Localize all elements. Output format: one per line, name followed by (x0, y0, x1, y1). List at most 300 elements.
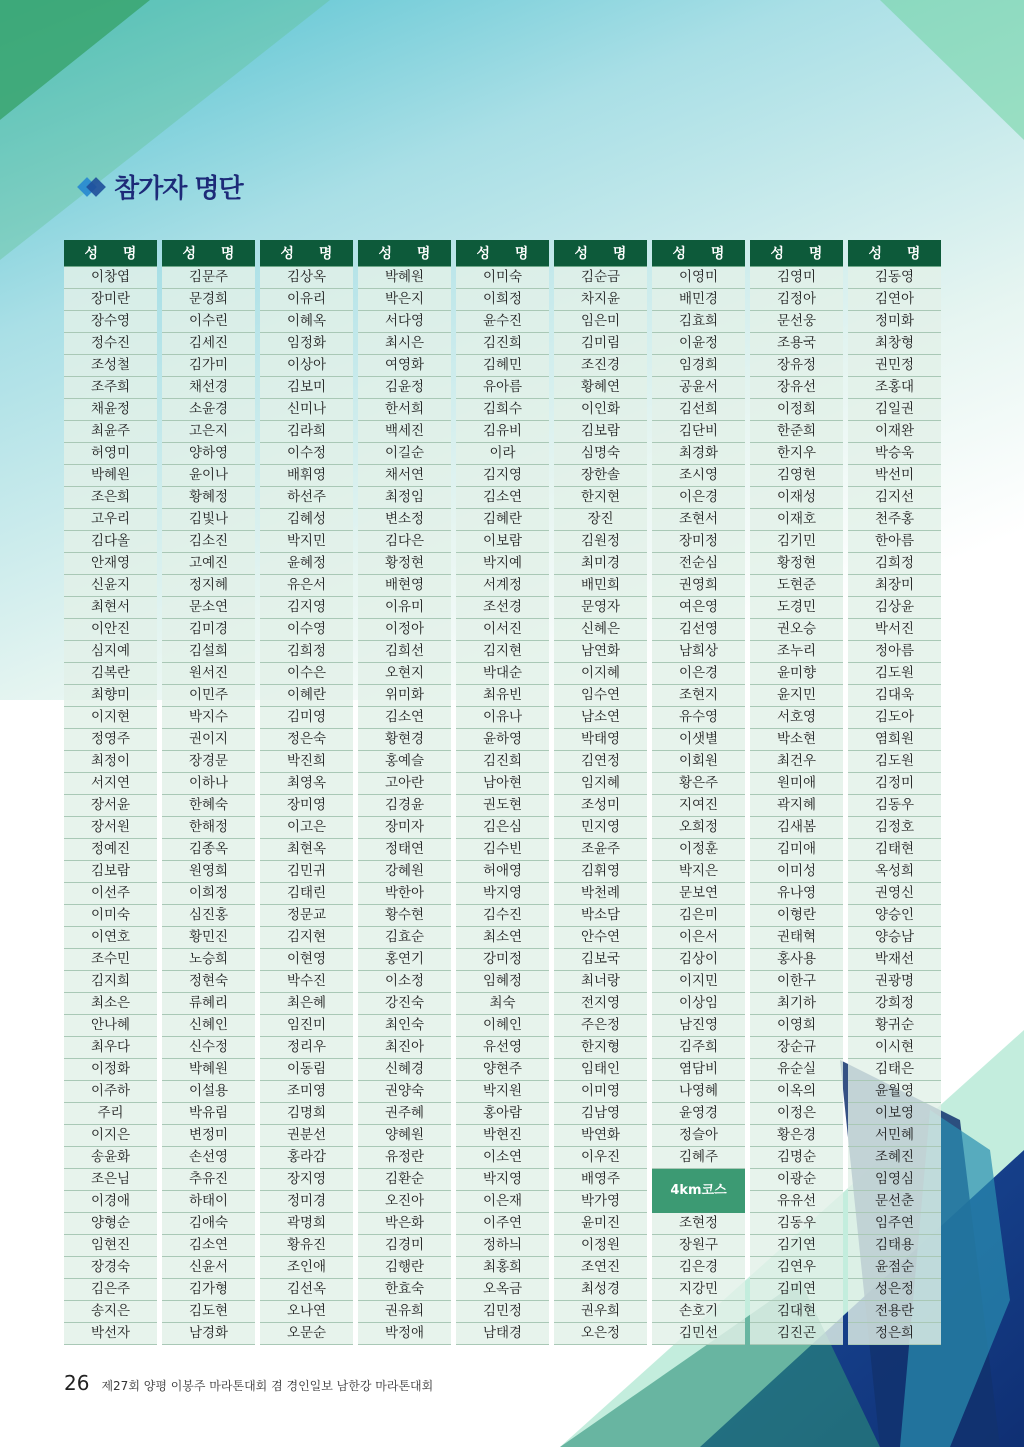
name-cell: 김복란 (64, 663, 157, 685)
name-cell: 안수연 (554, 927, 647, 949)
name-cell: 김도원 (848, 663, 941, 685)
table-row (64, 1037, 941, 1059)
name-cell: 서민혜 (848, 1125, 941, 1147)
name-cell: 김단비 (652, 421, 745, 443)
name-cell: 장진 (554, 509, 647, 531)
name-cell: 염희원 (848, 729, 941, 751)
name-cell: 박지원 (456, 1081, 549, 1103)
name-cell: 류혜리 (162, 993, 255, 1015)
table-row (64, 773, 941, 795)
name-cell: 임정화 (260, 333, 353, 355)
name-cell: 권태혁 (750, 927, 843, 949)
name-cell: 조윤주 (554, 839, 647, 861)
column-header: 성 명 (456, 240, 549, 267)
name-cell: 윤이나 (162, 465, 255, 487)
name-cell: 이회원 (652, 751, 745, 773)
name-cell: 박현진 (456, 1125, 549, 1147)
name-cell: 정예진 (64, 839, 157, 861)
name-cell: 김대욱 (848, 685, 941, 707)
name-cell: 주리 (64, 1103, 157, 1125)
table-row (64, 399, 941, 421)
name-cell: 황유진 (260, 1235, 353, 1257)
name-cell: 박혜원 (162, 1059, 255, 1081)
name-cell: 황현경 (358, 729, 451, 751)
name-cell: 황은주 (652, 773, 745, 795)
name-cell: 신윤지 (64, 575, 157, 597)
name-cell: 문경희 (162, 289, 255, 311)
table-row (64, 1323, 941, 1345)
name-cell: 이현영 (260, 949, 353, 971)
name-cell: 이수영 (260, 619, 353, 641)
name-cell: 여영화 (358, 355, 451, 377)
name-cell: 이혜란 (260, 685, 353, 707)
name-cell: 유은서 (260, 575, 353, 597)
name-cell: 장미란 (64, 289, 157, 311)
name-cell: 변정미 (162, 1125, 255, 1147)
name-cell: 김미영 (260, 707, 353, 729)
table-row (64, 597, 941, 619)
name-cell: 양현주 (456, 1059, 549, 1081)
name-cell: 박태영 (554, 729, 647, 751)
name-cell: 김영미 (750, 267, 843, 289)
name-cell: 조미영 (260, 1081, 353, 1103)
name-cell: 이지민 (652, 971, 745, 993)
name-cell: 조시영 (652, 465, 745, 487)
name-cell: 황혜연 (554, 377, 647, 399)
name-cell: 정아름 (848, 641, 941, 663)
name-cell: 오문순 (260, 1323, 353, 1345)
name-cell: 이형란 (750, 905, 843, 927)
diamond-icon (78, 175, 106, 199)
name-cell: 소윤경 (162, 399, 255, 421)
table-row (64, 861, 941, 883)
name-cell: 이옥의 (750, 1081, 843, 1103)
name-cell: 장서원 (64, 817, 157, 839)
table-row (64, 553, 941, 575)
name-cell: 김효순 (358, 927, 451, 949)
name-cell: 이창엽 (64, 267, 157, 289)
name-cell: 문영자 (554, 597, 647, 619)
name-cell: 이정아 (358, 619, 451, 641)
name-cell: 이영희 (750, 1015, 843, 1037)
name-cell: 오옥금 (456, 1279, 549, 1301)
name-cell: 오희정 (652, 817, 745, 839)
table-row (64, 949, 941, 971)
name-cell: 김환순 (358, 1169, 451, 1191)
name-cell: 김동우 (848, 795, 941, 817)
name-cell: 성은정 (848, 1279, 941, 1301)
name-cell: 박지영 (456, 1169, 549, 1191)
name-cell: 최너랑 (554, 971, 647, 993)
name-cell: 이정훈 (652, 839, 745, 861)
name-cell: 여은영 (652, 597, 745, 619)
name-cell: 이선주 (64, 883, 157, 905)
name-cell: 박선자 (64, 1323, 157, 1345)
name-cell: 이정은 (750, 1103, 843, 1125)
name-cell: 이은경 (652, 487, 745, 509)
name-cell: 김은경 (652, 1257, 745, 1279)
name-cell: 박천례 (554, 883, 647, 905)
name-cell: 김정호 (848, 817, 941, 839)
name-cell: 김소연 (162, 1235, 255, 1257)
name-cell: 정미경 (260, 1191, 353, 1213)
name-cell: 이혜인 (456, 1015, 549, 1037)
name-cell: 채윤정 (64, 399, 157, 421)
name-cell: 이수정 (260, 443, 353, 465)
name-cell: 이은서 (652, 927, 745, 949)
name-cell: 장경숙 (64, 1257, 157, 1279)
table-row (64, 509, 941, 531)
name-cell: 김도원 (848, 751, 941, 773)
name-cell: 문선웅 (750, 311, 843, 333)
name-cell: 김행란 (358, 1257, 451, 1279)
name-cell: 김희수 (456, 399, 549, 421)
name-cell: 곽지혜 (750, 795, 843, 817)
name-cell: 유아름 (456, 377, 549, 399)
name-cell: 권오승 (750, 619, 843, 641)
name-cell: 신수정 (162, 1037, 255, 1059)
name-cell: 김은심 (456, 817, 549, 839)
name-cell: 김윤정 (358, 377, 451, 399)
name-cell: 박정애 (358, 1323, 451, 1345)
name-cell: 정문교 (260, 905, 353, 927)
name-cell: 정은숙 (260, 729, 353, 751)
name-cell: 허애영 (456, 861, 549, 883)
name-cell: 김가미 (162, 355, 255, 377)
name-cell: 임은미 (554, 311, 647, 333)
name-cell: 박대순 (456, 663, 549, 685)
name-cell: 한지우 (750, 443, 843, 465)
name-cell: 홍아람 (456, 1103, 549, 1125)
name-cell: 김유비 (456, 421, 549, 443)
table-row (64, 993, 941, 1015)
name-cell: 조진경 (554, 355, 647, 377)
name-cell: 김지현 (456, 641, 549, 663)
table-row (64, 267, 941, 289)
name-cell: 김상옥 (260, 267, 353, 289)
name-cell: 남소연 (554, 707, 647, 729)
name-cell: 양승남 (848, 927, 941, 949)
name-cell: 양하영 (162, 443, 255, 465)
name-cell: 김동영 (848, 267, 941, 289)
name-cell: 이주연 (456, 1213, 549, 1235)
name-cell: 김진희 (456, 333, 549, 355)
name-cell: 이주하 (64, 1081, 157, 1103)
name-cell: 하선주 (260, 487, 353, 509)
name-cell: 박은지 (358, 289, 451, 311)
name-cell: 한준희 (750, 421, 843, 443)
name-cell: 나영혜 (652, 1081, 745, 1103)
name-cell: 권영신 (848, 883, 941, 905)
name-cell: 조누리 (750, 641, 843, 663)
name-cell: 남진영 (652, 1015, 745, 1037)
name-cell: 최향미 (64, 685, 157, 707)
column-header: 성 명 (554, 240, 647, 267)
table-row (64, 289, 941, 311)
table-row (64, 333, 941, 355)
name-cell: 권주혜 (358, 1103, 451, 1125)
name-cell: 한지현 (554, 487, 647, 509)
table-row (64, 619, 941, 641)
name-cell: 최시은 (358, 333, 451, 355)
name-cell: 노승희 (162, 949, 255, 971)
name-cell: 권민정 (848, 355, 941, 377)
name-cell: 이서진 (456, 619, 549, 641)
name-cell: 이은재 (456, 1191, 549, 1213)
name-cell: 윤지민 (750, 685, 843, 707)
name-cell: 박가영 (554, 1191, 647, 1213)
name-cell: 김세진 (162, 333, 255, 355)
name-cell: 이설용 (162, 1081, 255, 1103)
name-cell: 김수빈 (456, 839, 549, 861)
name-cell: 김미림 (554, 333, 647, 355)
name-cell: 박지예 (456, 553, 549, 575)
name-cell: 김도아 (848, 707, 941, 729)
name-cell: 윤미진 (554, 1213, 647, 1235)
name-cell: 곽명희 (260, 1213, 353, 1235)
name-cell: 남연화 (554, 641, 647, 663)
name-cell: 윤혜정 (260, 553, 353, 575)
name-cell: 천주홍 (848, 509, 941, 531)
name-cell: 김지희 (64, 971, 157, 993)
name-cell: 김도현 (162, 1301, 255, 1323)
name-cell: 안나혜 (64, 1015, 157, 1037)
name-cell: 전순심 (652, 553, 745, 575)
name-cell: 김연아 (848, 289, 941, 311)
name-cell: 장유정 (750, 355, 843, 377)
name-cell: 남태경 (456, 1323, 549, 1345)
name-cell: 이재완 (848, 421, 941, 443)
name-cell: 박지은 (652, 861, 745, 883)
table-row (64, 487, 941, 509)
name-cell: 박혜원 (64, 465, 157, 487)
participant-table (59, 240, 946, 1345)
table-row (64, 1125, 941, 1147)
name-cell: 김설희 (162, 641, 255, 663)
name-cell: 이하나 (162, 773, 255, 795)
name-cell: 김원정 (554, 531, 647, 553)
name-cell: 황정현 (750, 553, 843, 575)
table-row (64, 839, 941, 861)
name-cell: 강진숙 (358, 993, 451, 1015)
name-cell: 조인애 (260, 1257, 353, 1279)
name-cell: 박지영 (456, 883, 549, 905)
table-row (64, 1059, 941, 1081)
name-cell: 황혜정 (162, 487, 255, 509)
name-cell: 남희상 (652, 641, 745, 663)
name-cell: 이유나 (456, 707, 549, 729)
name-cell: 양승인 (848, 905, 941, 927)
name-cell: 박혜원 (358, 267, 451, 289)
name-cell: 민지영 (554, 817, 647, 839)
name-cell: 윤점순 (848, 1257, 941, 1279)
name-cell: 조혜진 (848, 1147, 941, 1169)
name-cell: 최우다 (64, 1037, 157, 1059)
name-cell: 이지현 (64, 707, 157, 729)
name-cell: 최미경 (554, 553, 647, 575)
name-cell: 이정희 (750, 399, 843, 421)
name-cell: 이영미 (652, 267, 745, 289)
name-cell: 이시현 (848, 1037, 941, 1059)
name-cell: 최유빈 (456, 685, 549, 707)
table-row (64, 883, 941, 905)
name-cell: 추유진 (162, 1169, 255, 1191)
table-row (64, 927, 941, 949)
table-row (64, 707, 941, 729)
name-cell: 김선희 (652, 399, 745, 421)
name-cell: 배민희 (554, 575, 647, 597)
table-row (64, 795, 941, 817)
name-cell: 남아현 (456, 773, 549, 795)
event-name: 제27회 양평 이봉주 마라톤대회 겸 경인일보 남한강 마라톤대회 (101, 1379, 434, 1393)
name-cell: 김상이 (652, 949, 745, 971)
name-cell: 이윤정 (652, 333, 745, 355)
name-cell: 이우진 (554, 1147, 647, 1169)
table-row (64, 817, 941, 839)
page-number: 26 (64, 1371, 90, 1395)
name-cell: 박유림 (162, 1103, 255, 1125)
name-cell: 유선영 (456, 1037, 549, 1059)
name-cell: 심명숙 (554, 443, 647, 465)
name-cell: 최정임 (358, 487, 451, 509)
name-cell: 고아란 (358, 773, 451, 795)
name-cell: 오은정 (554, 1323, 647, 1345)
table-row (64, 663, 941, 685)
name-cell: 최장미 (848, 575, 941, 597)
name-cell: 김혜민 (456, 355, 549, 377)
name-cell: 이수은 (260, 663, 353, 685)
name-cell: 최진아 (358, 1037, 451, 1059)
name-cell: 장미영 (260, 795, 353, 817)
name-cell: 고우리 (64, 509, 157, 531)
name-cell: 김태린 (260, 883, 353, 905)
name-cell: 조용국 (750, 333, 843, 355)
name-cell: 한해정 (162, 817, 255, 839)
name-cell: 장서윤 (64, 795, 157, 817)
name-cell: 배민경 (652, 289, 745, 311)
name-cell: 조성미 (554, 795, 647, 817)
name-cell: 이은경 (652, 663, 745, 685)
name-cell: 김대현 (750, 1301, 843, 1323)
name-cell: 이민주 (162, 685, 255, 707)
table-body (64, 267, 941, 1345)
name-cell: 김소연 (456, 487, 549, 509)
name-cell: 백세진 (358, 421, 451, 443)
title-block (78, 168, 243, 205)
name-cell: 정지혜 (162, 575, 255, 597)
name-cell: 이미숙 (64, 905, 157, 927)
name-cell: 손호기 (652, 1301, 745, 1323)
footer (64, 1371, 433, 1395)
name-cell: 이미성 (750, 861, 843, 883)
name-cell: 최창형 (848, 333, 941, 355)
table-row (64, 1213, 941, 1235)
name-cell: 송지은 (64, 1301, 157, 1323)
name-cell: 박재선 (848, 949, 941, 971)
name-cell: 유정란 (358, 1147, 451, 1169)
name-cell: 남경화 (162, 1323, 255, 1345)
name-cell: 장유선 (750, 377, 843, 399)
name-cell: 박한아 (358, 883, 451, 905)
name-cell: 최윤주 (64, 421, 157, 443)
name-cell: 한서희 (358, 399, 451, 421)
name-cell: 김휘영 (554, 861, 647, 883)
name-cell: 이미숙 (456, 267, 549, 289)
name-cell: 신윤서 (162, 1257, 255, 1279)
name-cell: 주은정 (554, 1015, 647, 1037)
name-cell: 김소연 (358, 707, 451, 729)
name-cell: 박소현 (750, 729, 843, 751)
name-cell: 김미경 (162, 619, 255, 641)
name-cell: 박선미 (848, 465, 941, 487)
name-cell: 신미나 (260, 399, 353, 421)
name-cell: 이상아 (260, 355, 353, 377)
name-cell: 권광명 (848, 971, 941, 993)
name-cell: 김지영 (456, 465, 549, 487)
name-cell: 이정화 (64, 1059, 157, 1081)
name-cell: 염담비 (652, 1059, 745, 1081)
name-cell: 권분선 (260, 1125, 353, 1147)
name-cell: 장한솔 (554, 465, 647, 487)
name-cell: 장미정 (652, 531, 745, 553)
name-cell: 김문주 (162, 267, 255, 289)
name-cell: 김영현 (750, 465, 843, 487)
name-cell: 김효희 (652, 311, 745, 333)
name-cell: 신혜경 (358, 1059, 451, 1081)
name-cell: 이보람 (456, 531, 549, 553)
name-cell: 장수영 (64, 311, 157, 333)
name-cell: 정은희 (848, 1323, 941, 1345)
name-cell: 박진희 (260, 751, 353, 773)
table-row (64, 1103, 941, 1125)
name-cell: 장원구 (652, 1235, 745, 1257)
name-cell: 임지혜 (554, 773, 647, 795)
name-cell: 이보영 (848, 1103, 941, 1125)
table-row (64, 971, 941, 993)
name-cell: 권영희 (652, 575, 745, 597)
name-cell: 이유리 (260, 289, 353, 311)
name-cell: 서다영 (358, 311, 451, 333)
name-cell: 최기하 (750, 993, 843, 1015)
participant-table-wrap (64, 240, 946, 1345)
name-cell: 김명순 (750, 1147, 843, 1169)
name-cell: 양혜원 (358, 1125, 451, 1147)
name-cell: 이광순 (750, 1169, 843, 1191)
name-cell: 오현지 (358, 663, 451, 685)
name-cell: 윤미향 (750, 663, 843, 685)
name-cell: 김다은 (358, 531, 451, 553)
name-cell: 김경윤 (358, 795, 451, 817)
table-row (64, 1169, 941, 1191)
table-row (64, 1191, 941, 1213)
name-cell: 임주연 (848, 1213, 941, 1235)
table-row (64, 1257, 941, 1279)
name-cell: 권양숙 (358, 1081, 451, 1103)
name-cell: 김일권 (848, 399, 941, 421)
name-cell: 권도현 (456, 795, 549, 817)
name-cell: 김소진 (162, 531, 255, 553)
name-cell: 장지영 (260, 1169, 353, 1191)
name-cell: 황민진 (162, 927, 255, 949)
name-cell: 황정현 (358, 553, 451, 575)
name-cell: 서지연 (64, 773, 157, 795)
name-cell: 오나연 (260, 1301, 353, 1323)
name-cell: 장미자 (358, 817, 451, 839)
name-cell: 김새봄 (750, 817, 843, 839)
name-cell: 한혜숙 (162, 795, 255, 817)
name-cell: 서계정 (456, 575, 549, 597)
table-row (64, 905, 941, 927)
